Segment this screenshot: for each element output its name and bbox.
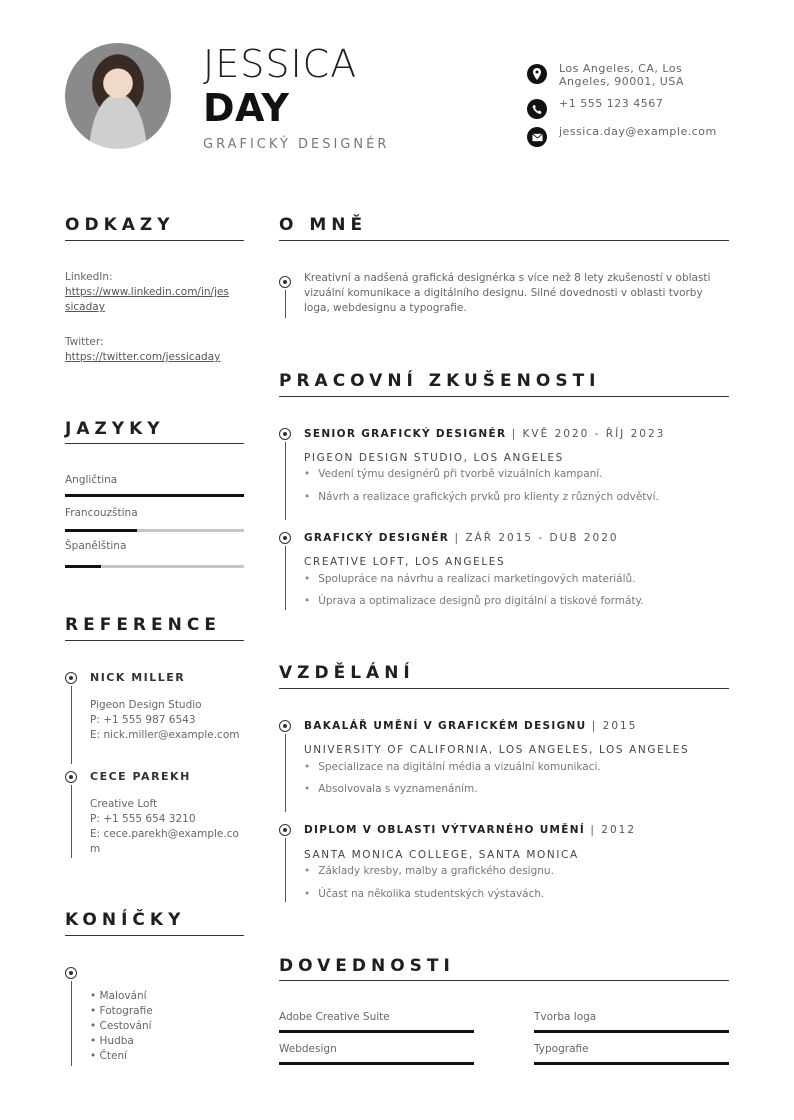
phone-icon bbox=[527, 99, 547, 119]
timeline-line bbox=[285, 442, 286, 520]
hobby-item: • Čtení bbox=[90, 1050, 128, 1062]
reference-details bbox=[90, 698, 250, 743]
links-heading: ODKAZY bbox=[65, 215, 175, 235]
location-pin-icon bbox=[527, 64, 547, 84]
twitter-label: Twitter: bbox=[65, 336, 104, 348]
hobbies-heading: KONÍČKY bbox=[65, 910, 186, 930]
language-french-bar-fill bbox=[65, 529, 137, 532]
languages-heading: JAZYKY bbox=[65, 419, 165, 439]
links-section bbox=[65, 270, 245, 365]
job-dates: | ZÁŘ 2015 - DUB 2020 bbox=[449, 532, 619, 544]
first-name: JESSICA bbox=[203, 42, 358, 86]
education-year: | 2015 bbox=[586, 720, 638, 732]
education-entry-title bbox=[304, 720, 637, 732]
reference-phone: P: +1 555 654 3210 bbox=[90, 813, 196, 825]
education-entry-title bbox=[304, 824, 636, 836]
envelope-icon bbox=[527, 127, 547, 147]
reference-email: E: nick.miller@example.com bbox=[90, 729, 240, 741]
job-company: PIGEON DESIGN STUDIO, LOS ANGELES bbox=[304, 452, 564, 464]
skill-label: Tvorba loga bbox=[534, 1011, 597, 1023]
hobby-item: • Malování bbox=[90, 990, 147, 1002]
about-line-1: Kreativní a nadšená grafická designérka s více než 8 lety zkušeností v oblasti bbox=[304, 272, 711, 284]
timeline-dot bbox=[279, 824, 291, 836]
reference-company: Pigeon Design Studio bbox=[90, 699, 202, 711]
reference-email-line-1: E: cece.parekh@example.co bbox=[90, 828, 239, 840]
language-spanish-bar bbox=[65, 565, 244, 568]
language-spanish-bar-fill bbox=[65, 565, 101, 568]
linkedin-link[interactable] bbox=[65, 285, 245, 315]
education-school: SANTA MONICA COLLEGE, SANTA MONICA bbox=[304, 849, 579, 861]
hobby-item: • Cestování bbox=[90, 1020, 152, 1032]
job-company: CREATIVE LOFT, LOS ANGELES bbox=[304, 556, 506, 568]
reference-details bbox=[90, 797, 250, 857]
references-heading: REFERENCE bbox=[65, 615, 221, 635]
education-divider bbox=[279, 688, 729, 689]
job-entry-title bbox=[304, 428, 665, 440]
job-bullet: • Úprava a optimalizace designů pro digitální a tiskové formáty. bbox=[304, 595, 644, 607]
about-line-2: vizuální komunikace a digitálního designu. Silné dovednosti v oblasti tvorby bbox=[304, 287, 703, 299]
job-entry-title bbox=[304, 532, 619, 544]
about-divider bbox=[279, 240, 729, 241]
linkedin-url-line-2[interactable]: sicaday bbox=[65, 301, 105, 313]
timeline-line bbox=[71, 686, 72, 764]
language-french: Francouzština bbox=[65, 507, 138, 519]
job-title-text: GRAFICKÝ DESIGNÉR bbox=[304, 532, 450, 544]
skills-divider bbox=[279, 980, 729, 981]
job-dates: | KVĚ 2020 - ŘÍJ 2023 bbox=[506, 428, 666, 440]
profile-photo bbox=[65, 43, 171, 149]
timeline-line bbox=[285, 546, 286, 610]
timeline-line bbox=[285, 734, 286, 812]
job-title: GRAFICKÝ DESIGNÉR bbox=[203, 137, 390, 152]
references-divider bbox=[65, 640, 244, 641]
job-bullet: • Vedení týmu designérů při tvorbě vizuálních kampaní. bbox=[304, 468, 603, 480]
address-line-1: Los Angeles, CA, Los bbox=[559, 62, 683, 75]
email-address: jessica.day@example.com bbox=[559, 125, 717, 138]
timeline-line bbox=[285, 838, 286, 902]
skills-heading: DOVEDNOSTI bbox=[279, 956, 455, 976]
contact-email bbox=[527, 125, 727, 147]
language-english: Angličtina bbox=[65, 474, 118, 486]
hobby-item: • Fotografie bbox=[90, 1005, 153, 1017]
contact-phone bbox=[527, 97, 727, 119]
education-bullet: • Základy kresby, malby a grafického designu. bbox=[304, 865, 554, 877]
education-year: | 2012 bbox=[585, 824, 637, 836]
language-english-bar bbox=[65, 494, 244, 497]
languages-divider bbox=[65, 443, 244, 444]
reference-email-line-2: m bbox=[90, 843, 101, 855]
skill-bar bbox=[279, 1062, 474, 1065]
twitter-link[interactable]: https://twitter.com/jessicaday bbox=[65, 351, 221, 363]
timeline-line bbox=[71, 981, 72, 1066]
education-heading: VZDĚLÁNÍ bbox=[279, 663, 415, 683]
education-degree: BAKALÁŘ UMĚNÍ V GRAFICKÉM DESIGNU bbox=[304, 720, 587, 732]
timeline-line bbox=[71, 785, 72, 858]
address-line-2: Angeles, 90001, USA bbox=[559, 75, 685, 88]
experience-heading: PRACOVNÍ ZKUŠENOSTI bbox=[279, 371, 601, 391]
job-bullet: • Návrh a realizace grafických prvků pro klienty z různých odvětví. bbox=[304, 491, 659, 503]
education-bullet: • Absolvovala s vyznamenáním. bbox=[304, 783, 478, 795]
timeline-dot bbox=[65, 672, 77, 684]
last-name: DAY bbox=[203, 86, 290, 130]
job-title-text: SENIOR GRAFICKÝ DESIGNÉR bbox=[304, 428, 507, 440]
linkedin-label: LinkedIn: bbox=[65, 271, 113, 283]
job-bullet: • Spolupráce na návrhu a realizaci marketingových materiálů. bbox=[304, 573, 636, 585]
reference-phone: P: +1 555 987 6543 bbox=[90, 714, 196, 726]
phone-number: +1 555 123 4567 bbox=[559, 97, 664, 110]
language-spanish: Španělština bbox=[65, 540, 127, 552]
links-divider bbox=[65, 240, 244, 241]
skill-label: Typografie bbox=[534, 1043, 589, 1055]
language-english-bar-fill bbox=[65, 494, 244, 497]
experience-divider bbox=[279, 396, 729, 397]
skill-label: Adobe Creative Suite bbox=[279, 1011, 390, 1023]
skill-bar bbox=[534, 1062, 729, 1065]
timeline-dot bbox=[279, 276, 291, 288]
education-school: UNIVERSITY OF CALIFORNIA, LOS ANGELES, LOS ANGELES bbox=[304, 744, 690, 756]
reference-company: Creative Loft bbox=[90, 798, 158, 810]
education-bullet: • Specializace na digitální média a vizuální komunikaci. bbox=[304, 761, 601, 773]
reference-name: NICK MILLER bbox=[90, 671, 186, 684]
timeline-dot bbox=[279, 720, 291, 732]
timeline-dot bbox=[65, 967, 77, 979]
linkedin-url-line-1[interactable]: https://www.linkedin.com/in/jes bbox=[65, 286, 229, 298]
about-heading: O MNĚ bbox=[279, 215, 368, 235]
timeline-line bbox=[285, 290, 286, 318]
about-text bbox=[304, 271, 734, 316]
about-line-3: loga, webdesignu a typografie. bbox=[304, 302, 467, 314]
contact-address bbox=[527, 62, 727, 88]
skill-bar bbox=[279, 1030, 474, 1033]
hobbies-divider bbox=[65, 935, 244, 936]
education-degree: DIPLOM V OBLASTI VÝTVARNÉHO UMĚNÍ bbox=[304, 824, 586, 836]
language-french-bar bbox=[65, 529, 244, 532]
timeline-dot bbox=[279, 428, 291, 440]
timeline-dot bbox=[279, 532, 291, 544]
skill-bar bbox=[534, 1030, 729, 1033]
education-bullet: • Účast na několika studentských výstavách. bbox=[304, 888, 544, 900]
skill-label: Webdesign bbox=[279, 1043, 337, 1055]
timeline-dot bbox=[65, 771, 77, 783]
hobby-item: • Hudba bbox=[90, 1035, 134, 1047]
hobbies-list bbox=[90, 989, 153, 1064]
reference-name: CECE PAREKH bbox=[90, 770, 191, 783]
